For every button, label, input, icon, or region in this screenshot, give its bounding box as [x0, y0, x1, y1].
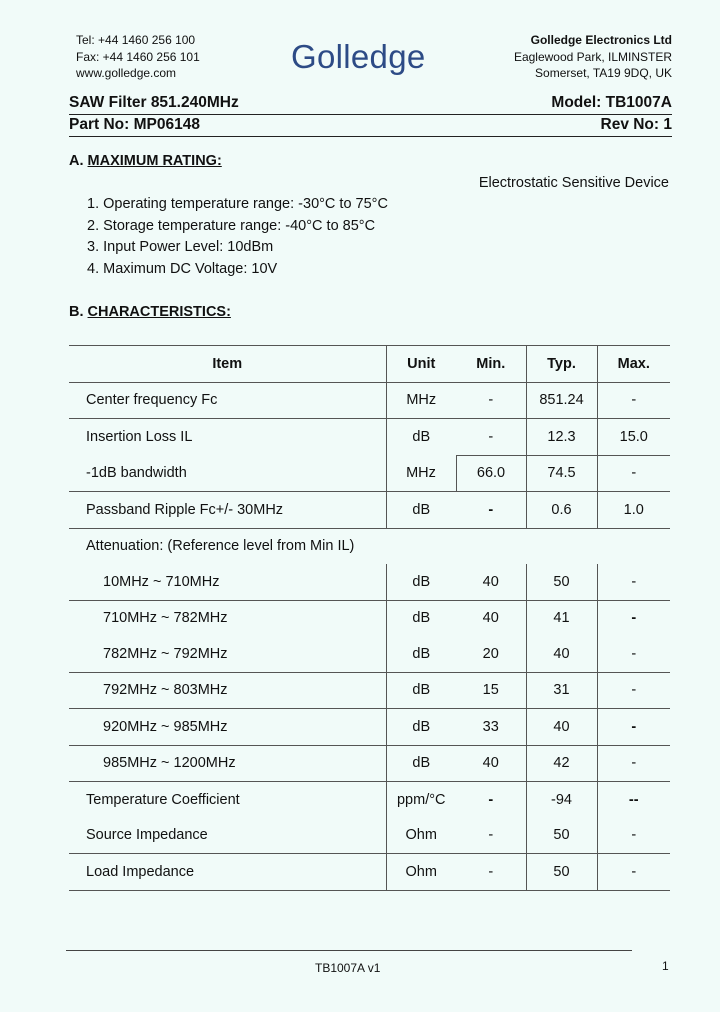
- cell-unit: ppm/°C: [386, 782, 456, 818]
- cell-item: 792MHz ~ 803MHz: [69, 672, 386, 709]
- cell-min: 40: [482, 573, 499, 590]
- cell-max: 15.0: [597, 419, 670, 456]
- cell-unit: dB: [386, 492, 456, 529]
- company-logo: Golledge: [291, 38, 426, 75]
- section-a-title: MAXIMUM RATING:: [87, 153, 222, 169]
- cell-item: 782MHz ~ 792MHz: [103, 645, 228, 662]
- product-title: SAW Filter 851.240MHz: [69, 94, 239, 111]
- cell-item: 920MHz ~ 985MHz: [69, 709, 386, 746]
- cell-item: -1dB bandwidth: [86, 465, 187, 481]
- table-row: [69, 636, 670, 672]
- cell-max: -: [597, 455, 670, 492]
- cell-item: Center frequency Fc: [69, 382, 386, 419]
- table-row: [69, 709, 670, 746]
- table-row: [69, 818, 670, 854]
- contact-tel: Tel: +44 1460 256 100: [76, 33, 196, 47]
- company-address-block: [514, 32, 672, 82]
- cell-unit: dB: [386, 672, 456, 709]
- contact-block: [76, 32, 200, 82]
- section-b-heading: [69, 304, 231, 320]
- company-address-line1: Eaglewood Park, ILMINSTER: [513, 49, 672, 64]
- cell-unit: dB: [386, 636, 456, 672]
- part-number: Part No: MP06148: [69, 116, 200, 133]
- cell-typ: 31: [526, 672, 597, 709]
- table-row: [69, 419, 670, 456]
- cell-max: -: [597, 745, 670, 782]
- company-address-line2: Somerset, TA19 9DQ, UK: [535, 66, 672, 80]
- rating-item: 3. Input Power Level: 10dBm: [87, 239, 274, 255]
- revision-number: Rev No: 1: [600, 116, 672, 133]
- table-row: [69, 492, 670, 529]
- cell-max: -: [597, 672, 670, 709]
- cell-typ: 74.5: [526, 455, 597, 492]
- cell-typ: 42: [526, 745, 597, 782]
- section-a-heading: [69, 153, 222, 169]
- cell-unit: MHz: [386, 382, 456, 419]
- section-b-prefix: B.: [69, 304, 84, 320]
- cell-max: -: [597, 854, 670, 891]
- cell-item: Source Impedance: [86, 827, 208, 844]
- cell-min: -: [456, 854, 526, 891]
- table-row: [69, 854, 670, 891]
- cell-typ: 50: [526, 854, 597, 891]
- cell-min: 40: [456, 745, 526, 782]
- table-row: [69, 455, 670, 492]
- cell-typ: 50: [526, 564, 597, 600]
- cell-max: -: [597, 709, 670, 746]
- model-number: Model: TB1007A: [551, 94, 672, 111]
- cell-typ: 0.6: [526, 492, 597, 529]
- rating-item: 4. Maximum DC Voltage: 10V: [87, 261, 278, 277]
- table-row: [69, 382, 670, 419]
- cell-min: -: [488, 827, 494, 844]
- footer-doc-ref: TB1007A v1: [315, 961, 381, 975]
- cell-unit: dB: [386, 600, 456, 636]
- rating-item: 2. Storage temperature range: -40°C to 85°C: [87, 218, 376, 234]
- column-header-item: Item: [69, 346, 386, 383]
- cell-unit: Ohm: [386, 818, 456, 854]
- cell-item: 985MHz ~ 1200MHz: [69, 745, 386, 782]
- table-row: [69, 745, 670, 782]
- cell-unit: dB: [386, 564, 456, 600]
- cell-min: 40: [456, 600, 526, 636]
- cell-max: -: [597, 600, 670, 636]
- cell-max: -: [597, 636, 670, 672]
- cell-min: -: [456, 782, 526, 818]
- cell-min: 33: [456, 709, 526, 746]
- table-row-attenuation-heading: [69, 528, 670, 564]
- cell-unit: MHz: [386, 455, 456, 492]
- cell-typ: 41: [526, 600, 597, 636]
- cell-item: Attenuation: (Reference level from Min IL): [69, 528, 670, 564]
- table-header-row: [69, 346, 670, 383]
- cell-min: -: [456, 382, 526, 419]
- cell-max: --: [597, 782, 670, 818]
- cell-item: Insertion Loss IL: [69, 419, 386, 456]
- table-row: [69, 782, 670, 818]
- table-row: [69, 672, 670, 709]
- cell-min: 15: [456, 672, 526, 709]
- table-row: [69, 600, 670, 636]
- cell-max: 1.0: [597, 492, 670, 529]
- column-header-unit: Unit: [386, 346, 456, 383]
- contact-website[interactable]: www.golledge.com: [76, 66, 177, 80]
- cell-min: -: [456, 419, 526, 456]
- cell-item: Passband Ripple Fc+/- 30MHz: [69, 492, 386, 529]
- cell-typ: 851.24: [526, 382, 597, 419]
- cell-typ: 40: [526, 636, 597, 672]
- footer-divider: [66, 950, 632, 951]
- cell-unit: dB: [386, 745, 456, 782]
- cell-typ: 12.3: [526, 419, 597, 456]
- cell-max: -: [597, 564, 670, 600]
- rating-item: 1. Operating temperature range: -30°C to 75°C: [87, 196, 388, 212]
- column-header-min: Min.: [456, 346, 526, 383]
- title-divider-2: [69, 136, 672, 137]
- cell-max: -: [597, 382, 670, 419]
- contact-fax: Fax: +44 1460 256 101: [76, 49, 200, 64]
- cell-item: 710MHz ~ 782MHz: [69, 600, 386, 636]
- company-name: Golledge Electronics Ltd: [530, 33, 672, 47]
- footer-page-number: 1: [662, 959, 669, 973]
- esd-note: Electrostatic Sensitive Device: [478, 175, 669, 191]
- cell-unit: dB: [386, 709, 456, 746]
- title-divider-1: [69, 114, 672, 115]
- cell-min: 20: [482, 645, 499, 662]
- cell-item: 10MHz ~ 710MHz: [103, 573, 220, 590]
- section-b-title: CHARACTERISTICS:: [87, 304, 231, 320]
- table-row: [69, 564, 670, 600]
- cell-unit: Ohm: [386, 854, 456, 891]
- column-header-typ: Typ.: [526, 346, 597, 383]
- cell-item: Load Impedance: [69, 854, 386, 891]
- column-header-max: Max.: [597, 346, 670, 383]
- cell-item: Temperature Coefficient: [69, 782, 386, 818]
- cell-min: 66.0: [456, 455, 526, 492]
- cell-unit: dB: [386, 419, 456, 456]
- section-a-prefix: A.: [69, 153, 84, 169]
- cell-min: -: [456, 492, 526, 529]
- cell-max: -: [597, 818, 670, 854]
- cell-typ: 50: [526, 818, 597, 854]
- cell-typ: 40: [526, 709, 597, 746]
- characteristics-table: [69, 345, 670, 891]
- cell-typ: -94: [526, 782, 597, 818]
